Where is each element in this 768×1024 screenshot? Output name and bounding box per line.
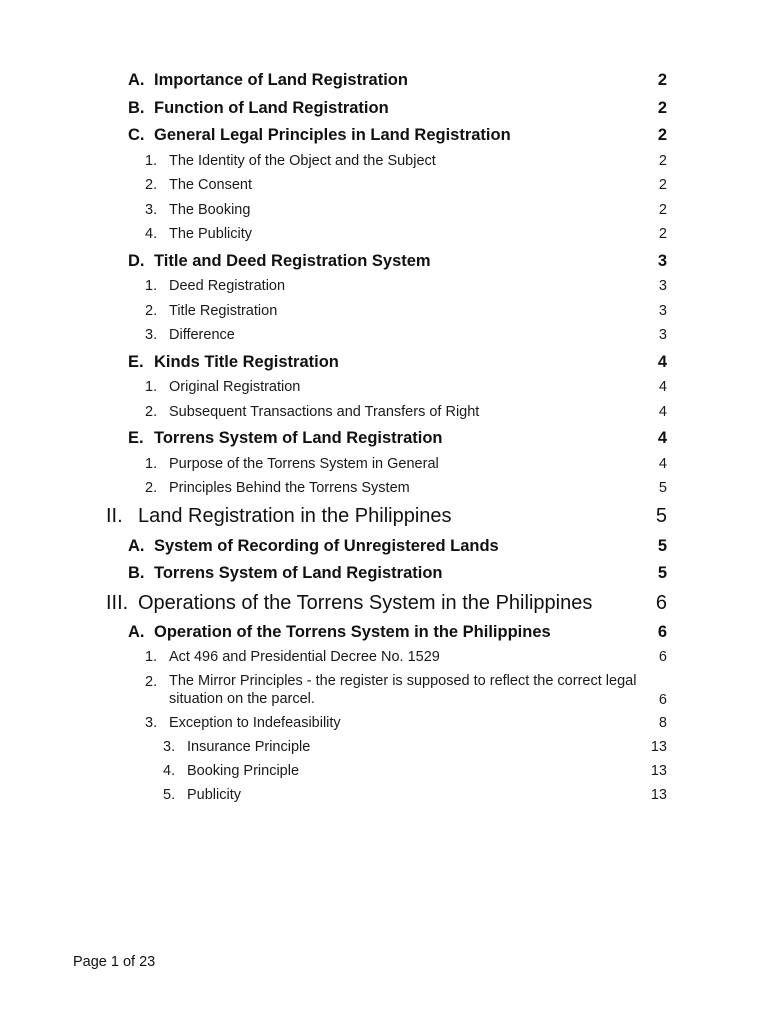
toc-entry-title: The Booking xyxy=(169,202,251,218)
toc-entry xyxy=(0,250,768,272)
toc-entry-number: 5. xyxy=(163,787,176,803)
toc-entry-page: 4 xyxy=(658,456,667,472)
toc-entry-number: 4. xyxy=(163,763,176,779)
toc-entry-page: 5 xyxy=(657,537,667,555)
toc-entry-page: 5 xyxy=(657,564,667,582)
toc-entry-number: 3. xyxy=(163,739,176,755)
toc-entry xyxy=(0,761,768,781)
toc-entry xyxy=(0,672,768,712)
toc-entry-page: 2 xyxy=(658,153,667,169)
toc-entry xyxy=(0,175,768,195)
toc-entry-number: 3. xyxy=(145,202,158,218)
toc-entry-page: 2 xyxy=(657,99,667,117)
toc-entry-page: 4 xyxy=(657,353,667,371)
toc-entry-title: Deed Registration xyxy=(169,278,286,294)
toc-entry xyxy=(0,402,768,422)
toc-entry-number: 2. xyxy=(145,303,158,319)
toc-entry-page: 6 xyxy=(658,692,667,708)
toc-entry-title: General Legal Principles in Land Registration xyxy=(154,126,511,144)
toc-entry-title: Booking Principle xyxy=(187,763,300,779)
toc-entry-title: Function of Land Registration xyxy=(154,99,389,117)
toc-entry-title: System of Recording of Unregistered Lands xyxy=(154,537,499,555)
toc-entry-number: B. xyxy=(128,564,145,582)
toc-entry-page: 2 xyxy=(658,202,667,218)
toc-entry-number: II. xyxy=(106,505,123,527)
toc-entry xyxy=(0,97,768,119)
toc-entry xyxy=(0,151,768,171)
toc-entry-title: Act 496 and Presidential Decree No. 1529 xyxy=(169,649,440,665)
toc-entry-page: 6 xyxy=(657,623,667,641)
toc-entry-number: 2. xyxy=(145,480,158,496)
toc-entry-number: 3. xyxy=(145,327,158,343)
toc-entry xyxy=(0,785,768,805)
toc-entry xyxy=(0,737,768,757)
toc-entry-title: Importance of Land Registration xyxy=(154,71,408,89)
toc-entry-title: Principles Behind the Torrens System xyxy=(169,480,410,496)
toc-entry-number: B. xyxy=(128,99,145,117)
toc-entry xyxy=(0,325,768,345)
toc-entry-number: 4. xyxy=(145,226,158,242)
toc-entry-number: 1. xyxy=(145,153,158,169)
toc-entry xyxy=(0,69,768,91)
toc-entry xyxy=(0,590,768,616)
toc-entry-title: Exception to Indefeasibility xyxy=(169,715,341,731)
toc-entry-title: The Consent xyxy=(169,177,253,193)
toc-entry-number: 1. xyxy=(145,379,158,395)
toc-entry-number: III. xyxy=(106,592,129,614)
toc-entry-title: Insurance Principle xyxy=(187,739,311,755)
toc-entry xyxy=(0,377,768,397)
toc-entry-title: The Publicity xyxy=(169,226,253,242)
toc-entry-number: 3. xyxy=(145,715,158,731)
page-footer-number: Page 1 of 23 xyxy=(73,954,156,970)
toc-entry-number: 2. xyxy=(145,177,158,193)
toc-entry xyxy=(0,427,768,449)
toc-entry xyxy=(0,713,768,733)
toc-entry-page: 6 xyxy=(655,592,667,614)
toc-entry xyxy=(0,647,768,667)
toc-entry-title: Operations of the Torrens System in the Philippines xyxy=(138,592,593,614)
toc-entry-number: 1. xyxy=(145,278,158,294)
toc-entry-page: 3 xyxy=(658,278,667,294)
toc-entry xyxy=(0,301,768,321)
toc-entry-page: 3 xyxy=(658,303,667,319)
toc-entry-page: 13 xyxy=(650,739,667,755)
toc-entry xyxy=(0,124,768,146)
toc-entry xyxy=(0,200,768,220)
toc-entry-title: Original Registration xyxy=(169,379,301,395)
toc-entry-number: E. xyxy=(128,353,144,371)
toc-entry-number: A. xyxy=(128,623,145,641)
toc-entry-page: 3 xyxy=(657,252,667,270)
toc-entry-page: 4 xyxy=(658,404,667,420)
toc-entry-title: Kinds Title Registration xyxy=(154,353,339,371)
toc-entry-page: 8 xyxy=(658,715,667,731)
toc-entry-number: A. xyxy=(128,71,145,89)
toc-entry-title: Publicity xyxy=(187,787,241,803)
toc-entry xyxy=(0,562,768,584)
toc-entry xyxy=(0,276,768,296)
toc-entry-page: 2 xyxy=(658,226,667,242)
toc-entry-number: E. xyxy=(128,429,144,447)
toc-entry xyxy=(0,351,768,373)
toc-entry-number: D. xyxy=(128,252,145,270)
toc-entry-title: The Mirror Principles - the register is supposed to reflect the correct legal situation on the parcel. xyxy=(169,673,637,707)
toc-entry-title: Title and Deed Registration System xyxy=(154,252,431,270)
toc-entry-title: Subsequent Transactions and Transfers of Right xyxy=(169,404,480,420)
toc-entry xyxy=(0,503,768,529)
toc-entry-page: 3 xyxy=(658,327,667,343)
toc-entry-title: The Identity of the Object and the Subject xyxy=(169,153,436,169)
toc-entry-page: 2 xyxy=(657,71,667,89)
toc-entry-number: C. xyxy=(128,126,145,144)
toc-entry xyxy=(0,535,768,557)
toc-entry-page: 6 xyxy=(658,649,667,665)
toc-entry-title: Operation of the Torrens System in the Philippines xyxy=(154,623,551,641)
toc-entry-page: 4 xyxy=(657,429,667,447)
toc-entry-page: 5 xyxy=(655,505,667,527)
toc-entry-page: 2 xyxy=(657,126,667,144)
toc-entry xyxy=(0,621,768,643)
toc-entry-number: 1. xyxy=(145,649,158,665)
toc-entry-page: 13 xyxy=(650,763,667,779)
toc-entry-title: Difference xyxy=(169,327,235,343)
toc-entry-page: 13 xyxy=(650,787,667,803)
toc-entry-number: 2. xyxy=(145,674,158,690)
toc-entry xyxy=(0,454,768,474)
toc-entry-page: 2 xyxy=(658,177,667,193)
toc-entry-title: Land Registration in the Philippines xyxy=(138,505,452,527)
toc-entry-title: Purpose of the Torrens System in General xyxy=(169,456,439,472)
toc-entry xyxy=(0,478,768,498)
toc-entry-number: 2. xyxy=(145,404,158,420)
toc-entry-title: Torrens System of Land Registration xyxy=(154,564,443,582)
toc-entry-title: Torrens System of Land Registration xyxy=(154,429,443,447)
toc-entry xyxy=(0,224,768,244)
toc-entry-page: 4 xyxy=(658,379,667,395)
toc-entry-page: 5 xyxy=(658,480,667,496)
toc-entry-number: A. xyxy=(128,537,145,555)
toc-entry-title: Title Registration xyxy=(169,303,278,319)
toc-entry-number: 1. xyxy=(145,456,158,472)
